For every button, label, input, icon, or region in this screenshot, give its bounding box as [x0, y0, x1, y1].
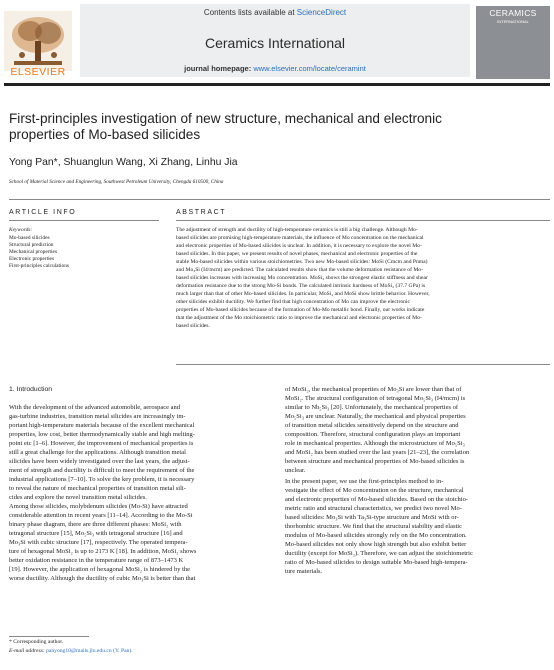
keywords-label: Keywords:: [9, 227, 33, 233]
body-line: point etc [1–6]. However, the improvement of mechanical properties is: [9, 440, 194, 447]
abstract-line: based silicides. In this paper, we present results of novel phases, mechanical and electronic properties of the: [176, 251, 418, 257]
keyword-item[interactable]: Structural prediction: [9, 242, 54, 248]
body-line: of MoSi₂, the mechanical properties of Mo₃Si are lower than that of: [285, 386, 462, 393]
keyword-item[interactable]: Mo-based silicides: [9, 235, 50, 241]
abstract-line: based silicides increases with increasing Mo concentration. MoSi₂ shows the strongest elastic stiffness and shear: [176, 275, 428, 281]
body-line: ductility (except for MoSi₂). Therefore, we can adjust the stoichiometric: [285, 550, 473, 557]
body-line: ture of hexagonal MoSi₂ is up to 2173 K [18]. In addition, MoSi₂ shows: [9, 548, 197, 555]
abstract-line: deformation resistance due to the strong Mo-Si bonds. The calculated intrinsic hardness of MoSi₂ (37.7 GPa) is: [176, 283, 426, 289]
body-line: Mo₅Si₃ are unclear. Naturally, the mechanical and physical properties: [285, 413, 466, 420]
article-affiliation: School of Material Science and Engineering, Southwest Petroleum University, Chengdu 610500, China: [9, 179, 224, 185]
body-line: modulus of Mo-based silicides strongly rely on the Mo concentration.: [285, 532, 467, 539]
article-info-heading: ARTICLE INFO: [9, 209, 77, 216]
body-line: cides and explore the novel transition metal silicides.: [9, 494, 147, 501]
sciencedirect-link[interactable]: ScienceDirect: [296, 8, 347, 17]
keyword-item[interactable]: First-principles calculations: [9, 263, 70, 269]
abstract-line: based silicides.: [176, 323, 210, 329]
abstract-line: The adjustment of strength and ductility of high-temperature ceramics is still a big challenge. Although Mo-: [176, 227, 418, 233]
body-line: gas-turbine industries, transition metal silicides are increasingly im-: [9, 413, 186, 420]
body-line: thorhombic structure. We find that the structural stability and elastic: [285, 523, 462, 530]
body-line: binary phase diagram, there are three different phases: MoSi₂ with: [9, 521, 182, 528]
corresponding-author-note: * Corresponding author.: [9, 639, 64, 645]
journal-name: Ceramics International: [204, 35, 346, 51]
body-line: tetragonal structure [15], Mo₅Si₃ with tetragonal structure [16] and: [9, 530, 183, 537]
body-line: ture materials.: [285, 568, 323, 575]
divider: [9, 220, 159, 221]
contents-line: [80, 8, 470, 17]
journal-homepage-line: [80, 64, 470, 73]
body-line: composition. Therefore, structural configuration plays an important: [285, 431, 461, 438]
body-line: Mo₃Si with cubic structure [17], respectively. The operated tempera-: [9, 539, 188, 546]
body-line: considerable attention in recent years [11–14]. According to the Mo-Si: [9, 512, 193, 519]
section-heading-introduction: 1. Introduction: [9, 386, 53, 393]
divider: [176, 364, 550, 365]
body-line: metric ratio and structural characteristics, we predict two novel Mo-: [285, 505, 462, 512]
body-line: industrial applications [7–10]. To solve the key problem, it is necessary: [9, 476, 195, 483]
email-line: [9, 648, 133, 654]
email-link[interactable]: panyong10@mails.jlu.edu.cn (Y. Pan).: [46, 648, 133, 654]
body-line: and electronic properties of Mo-based silicides. Based on the stoichio-: [285, 496, 469, 503]
body-line: of transition metal silicides sensitively depend on the structure and: [285, 422, 459, 429]
divider: [176, 220, 550, 221]
body-line: ratio of Mo-based silicides to design suitable Mo-based high-tempera-: [285, 559, 468, 566]
abstract-line: based silicides are promising high-temperature materials, the influence of Mo concentration on the mechanical: [176, 235, 424, 241]
article-title: First-principles investigation of new structure, mechanical and electronic properties of Mo-based silicides: [9, 111, 442, 142]
footnote-rule: [9, 636, 89, 637]
divider: [9, 199, 550, 200]
body-line: better oxidation resistance in the temperature range of 873–1473 K: [9, 557, 184, 564]
abstract-line: and Mo₃Si (I4/mcm) are predicted. The calculated results show that the volume deformation resistance of Mo-: [176, 267, 423, 273]
abstract-line: other silicides exhibit ductility. We further find that high concentration of Mo can improve the electronic: [176, 299, 410, 305]
cover-subtitle: INTERNATIONAL: [497, 19, 529, 24]
email-label: E-mail address:: [9, 648, 45, 654]
article-authors: Yong Pan*, Shuanglun Wang, Xi Zhang, Linhu Jia: [9, 157, 238, 168]
abstract-line: and electronic properties of Mo-based silicides is unclear. In addition, it is necessary to explore the novel Mo-: [176, 243, 422, 249]
body-line: ment of strength and ductility is difficult to meet the requirement of the: [9, 467, 195, 474]
body-line: and MoSi₂ has been studied over the last years [21–23], the correlation: [285, 449, 470, 456]
body-line: With the development of the advanced automobile, aerospace and: [9, 404, 181, 411]
abstract-line: much larger than that of other Mo-based silicides. In particular, MoSi₂ and MoSi show brittle behavior. However,: [176, 291, 430, 297]
body-line: [19]. However, the application of hexagonal MoSi₂ is hindered by the: [9, 566, 191, 573]
body-line: unclear.: [285, 467, 306, 474]
abstract-line: that the adjustment of the Mo stoichiometric ratio to improve the mechanical and electronic properties of Mo-: [176, 315, 422, 321]
abstract-line: properties of Mo-based silicides because of the formation of Mo-Mo metallic bond. Finally, our works indicate: [176, 307, 425, 313]
body-line: In the present paper, we use the first-principles method to in-: [285, 478, 444, 485]
body-line: still a great challenge for the applications. Although transition metal: [9, 449, 186, 456]
body-line: based silicides: Mo₃Si with Ta₃Si-type structure and MoSi with or-: [285, 514, 459, 521]
publisher-logo-text: ELSEVIER: [10, 66, 66, 78]
keyword-item[interactable]: Electronic properties: [9, 256, 55, 262]
body-line: silicides have been widely investigated over the last years, the adjust-: [9, 458, 190, 465]
keyword-item[interactable]: Mechanical properties: [9, 249, 58, 255]
body-line: worse ductility. Although the ductility of cubic Mo₃Si is better than that: [9, 575, 196, 582]
body-line: properties, low cost, better thermodynamically stable and high melting-: [9, 431, 195, 438]
abstract-line: stable Mo-based silicides within various stoichiometries. Two new Mo-based silicides: MoSi (Cmcm and Pnma): [176, 259, 428, 265]
body-line: MoSi₂. The structural configuration of tetragonal Mo₅Si₃ (I4/mcm) is: [285, 395, 466, 402]
contents-prefix: Contents lists available at: [203, 8, 295, 17]
body-line: between structure and mechanical properties of Mo-based silicides is: [285, 458, 465, 465]
body-line: vestigate the effect of Mo concentration on the structure, mechanical: [285, 487, 464, 494]
body-line: Among those silicides, molybdenum silicides (Mo-Si) have attracted: [9, 503, 188, 510]
body-line: portant high-temperature materials because of the excellent mechanical: [9, 422, 195, 429]
header-rule: [4, 83, 550, 86]
homepage-link[interactable]: www.elsevier.com/locate/ceramint: [253, 64, 366, 73]
abstract-heading: ABSTRACT: [176, 209, 227, 216]
body-line: similar to Nb₅Si₃ [20]. Unfortunately, the mechanical properties of: [285, 404, 459, 411]
cover-title: CERAMICS: [489, 8, 537, 18]
body-line: Mo-based silicides not only show high strength but also exhibit better: [285, 541, 467, 548]
body-line: role in mechanical properties. Although the microstructure of Mo₅Si₃: [285, 440, 465, 447]
body-line: to reveal the nature of mechanical properties of transition metal sili-: [9, 485, 186, 492]
homepage-label: journal homepage:: [184, 64, 252, 73]
